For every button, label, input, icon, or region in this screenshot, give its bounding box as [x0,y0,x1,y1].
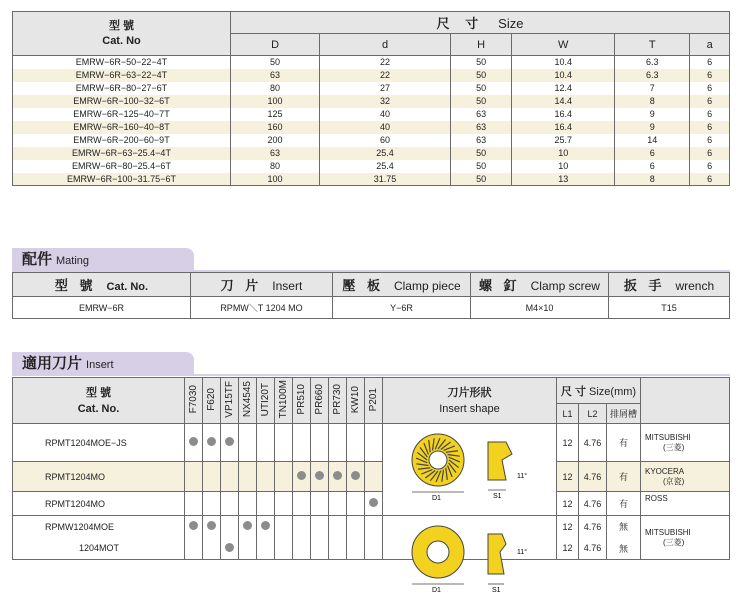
grade-cell [185,516,203,538]
grade-cell [293,538,311,560]
grade-header [293,378,311,424]
insert-chip: 無 [607,516,641,538]
holder-size-value: 200 [231,134,320,147]
angle-label-2: 11° [517,549,528,556]
grade-cell [221,492,239,516]
grade-cell [365,492,383,516]
size-col-t: T [615,34,690,56]
holder-size-value: 50 [450,82,511,95]
insert-cat-jp: 型 號 [85,386,112,399]
holder-size-value: 63 [450,108,511,121]
maker-name-local: (三菱) [663,537,685,547]
size-header [231,12,730,34]
grade-cell [221,424,239,462]
grade-cell [275,516,293,538]
maker-cell [641,424,730,462]
grade-label: UTI20T [260,382,271,417]
holder-size-value: 160 [231,121,320,134]
s1-label-2: S1 [492,587,501,594]
grade-label: PR660 [314,384,325,415]
grade-cell [293,492,311,516]
mating-cat-jp: 型 號 [54,278,97,293]
mating-clamp-jp: 壓 板 [342,278,384,293]
grade-cell [275,492,293,516]
grade-header [203,378,221,424]
maker-name-local [645,504,663,513]
grade-cell [293,462,311,492]
insert-l1: 12 [557,516,579,538]
size-col-w: W [512,34,615,56]
holder-size-value: 25.7 [512,134,615,147]
insert-l2: 4.76 [579,492,607,516]
holder-size-value: 9 [615,121,690,134]
insert-chipbreaker-icon [412,434,464,502]
insert-chip: 無 [607,538,641,560]
grade-header [221,378,239,424]
d1-label-2: D1 [432,587,441,594]
grade-header [365,378,383,424]
mating-insert-header [191,273,333,297]
grade-cell [365,462,383,492]
grade-dot-icon [225,437,234,446]
maker-name: MITSUBISHI [645,432,691,442]
grade-cell [257,538,275,560]
mating-screw-en: Clamp screw [530,279,600,293]
grade-cell [311,424,329,462]
maker-name: ROSS [645,493,668,503]
insert-cat-no: RPMT1204MOE−JS [13,424,185,462]
grade-cell [275,538,293,560]
holder-size-value: 63 [450,121,511,134]
grade-cell [185,424,203,462]
size-col-d: d [320,34,451,56]
holder-size-value: 22 [320,69,451,82]
grade-dot-icon [315,471,324,480]
holder-cat-no: EMRW−6R−63−22−4T [13,69,231,82]
holder-size-value: 6.3 [615,56,690,69]
holder-size-value: 50 [450,69,511,82]
insert-tab-jp: 適用刀片 [22,355,83,372]
insert-tab [12,352,194,376]
grade-cell [365,424,383,462]
grade-cell [311,538,329,560]
table-row [13,147,730,160]
cat-en: Cat. No [102,34,141,47]
insert-l1: 12 [557,462,579,492]
mating-cat-en: Cat. No. [106,281,149,293]
insert-flat-icon [412,526,464,594]
grade-dot-icon [261,521,270,530]
holder-cat-no: EMRW−6R−200−60−9T [13,134,231,147]
table-row [13,134,730,147]
mating-wrench-en: wrench [675,279,715,293]
insert-l1: 12 [557,492,579,516]
insert-cat-no: RPMT1204MO [13,462,185,492]
holder-size-value: 6 [690,108,730,121]
grade-cell [329,424,347,462]
insert-shape-en: Insert shape [439,402,500,415]
grade-cell [275,462,293,492]
grade-dot-icon [207,521,216,530]
size-en: Size [498,16,524,31]
grade-cell [257,492,275,516]
holder-size-value: 50 [231,56,320,69]
table-row [13,56,730,69]
table-row [13,69,730,82]
table-row [13,538,730,560]
holder-cat-no: EMRW−6R−63−25.4−4T [13,147,231,160]
maker-name-local: (京瓷) [663,476,685,486]
insert-cat-no: 1204MOT [13,538,185,560]
holder-size-value: 14.4 [512,95,615,108]
size-col-a: a [690,34,730,56]
insert-l2: 4.76 [579,462,607,492]
grade-cell [203,492,221,516]
grade-cell [239,492,257,516]
grade-cell [347,492,365,516]
holder-cat-no: EMRW−6R−100−31.75−6T [13,173,231,186]
grade-cell [311,492,329,516]
mating-cat-value: EMRW−6R [13,297,191,319]
grade-label: F620 [206,388,217,411]
holder-size-value: 9 [615,108,690,121]
grade-header [347,378,365,424]
maker-name: KYOCERA [645,466,685,476]
holder-size-value: 16.4 [512,108,615,121]
grade-cell [329,492,347,516]
insert-chip: 有 [607,424,641,462]
table-row [13,516,730,538]
l2-header: L2 [579,404,607,424]
insert-divider [12,374,730,376]
grade-cell [203,424,221,462]
grade-cell [185,538,203,560]
mating-cat-header [13,273,191,297]
insert-cat-en: Cat. No. [77,402,120,415]
mating-tab [12,248,194,272]
mating-insert-en: Insert [272,279,303,293]
size-col-d: D [231,34,320,56]
table-row [13,95,730,108]
insert-l1: 12 [557,538,579,560]
holder-size-value: 27 [320,82,451,95]
holder-size-value: 50 [450,160,511,173]
grade-dot-icon [297,471,306,480]
maker-name: MITSUBISHI [645,527,691,537]
insert-shape-jp: 刀片形狀 [447,386,492,399]
grade-cell [185,492,203,516]
holder-size-value: 6.3 [615,69,690,82]
holder-size-value: 100 [231,95,320,108]
holder-size-value: 6 [690,147,730,160]
grade-cell [203,462,221,492]
holder-size-table [12,11,730,186]
chip-header: 排屑槽 [607,404,641,424]
angle-label: 11° [517,473,528,480]
grade-cell [347,516,365,538]
grade-cell [329,462,347,492]
insert-cat-header [13,378,185,424]
holder-size-value: 6 [690,69,730,82]
grade-dot-icon [369,498,378,507]
holder-size-value: 25.4 [320,147,451,160]
holder-size-value: 6 [615,147,690,160]
holder-size-value: 8 [615,95,690,108]
holder-size-value: 10 [512,147,615,160]
insert-l2: 4.76 [579,424,607,462]
mating-wrench-value: T15 [609,297,730,319]
size-jp: 尺 寸 [436,16,485,31]
grade-cell [365,538,383,560]
l1-header: L1 [557,404,579,424]
insert-cat-no: RPMW1204MOE [13,516,185,538]
insert-size-header [557,378,641,404]
cat-jp: 型 號 [108,19,135,32]
holder-size-value: 6 [690,173,730,186]
d1-label: D1 [432,495,441,502]
mating-screw-value: M4×10 [471,297,609,319]
holder-size-value: 6 [690,82,730,95]
grade-dot-icon [189,521,198,530]
mating-tab-jp: 配件 [22,251,53,268]
table-row [13,462,730,492]
grade-cell [239,516,257,538]
table-row [13,121,730,134]
mating-wrench-header [609,273,730,297]
holder-size-value: 32 [320,95,451,108]
holder-size-value: 10.4 [512,56,615,69]
maker-cell [641,516,730,560]
holder-size-value: 125 [231,108,320,121]
grade-cell [311,516,329,538]
grade-cell [221,462,239,492]
size-col-h: H [450,34,511,56]
grade-cell [311,462,329,492]
holder-size-value: 6 [615,160,690,173]
mating-insert-jp: 刀 片 [220,278,263,293]
insert-cat-no: RPMT1204MO [13,492,185,516]
insert-drawing-bottom [402,522,532,596]
grade-header [185,378,203,424]
grade-label: KW10 [350,385,361,414]
holder-size-value: 25.4 [320,160,451,173]
grade-cell [221,538,239,560]
holder-size-value: 6 [690,95,730,108]
mating-clamp-header [333,273,471,297]
holder-size-value: 63 [231,147,320,160]
holder-size-value: 8 [615,173,690,186]
mating-clamp-value: Y−6R [333,297,471,319]
holder-cat-no: EMRW−6R−50−22−4T [13,56,231,69]
holder-cat-no: EMRW−6R−125−40−7T [13,108,231,121]
table-row [13,82,730,95]
grade-header [257,378,275,424]
grade-cell [257,424,275,462]
holder-size-value: 80 [231,160,320,173]
holder-cat-no: EMRW−6R−80−27−6T [13,82,231,95]
insert-size-jp: 尺 寸 [560,385,586,398]
grade-cell [329,538,347,560]
grade-label: F7030 [188,385,199,414]
grade-label: P201 [368,387,379,412]
table-row [13,173,730,186]
holder-size-value: 16.4 [512,121,615,134]
grade-cell [239,424,257,462]
mating-insert-value: RPMW＼T 1204 MO [191,297,333,319]
holder-size-value: 50 [450,56,511,69]
holder-size-value: 13 [512,173,615,186]
insert-size-en: Size(mm) [589,385,637,398]
grade-cell [203,538,221,560]
insert-drawing-top [402,430,532,502]
grade-header [275,378,293,424]
mating-wrench-jp: 扳 手 [623,278,666,293]
insert-chip: 有 [607,492,641,516]
insert-l2: 4.76 [579,516,607,538]
holder-size-value: 31.75 [320,173,451,186]
grade-dot-icon [333,471,342,480]
grade-header [329,378,347,424]
grade-dot-icon [225,543,234,552]
table-row [13,160,730,173]
grade-cell [293,424,311,462]
grade-label: NX4545 [242,381,253,418]
holder-size-value: 6 [690,121,730,134]
grade-cell [239,538,257,560]
insert-tab-en: Insert [86,359,114,371]
holder-size-value: 100 [231,173,320,186]
table-row [13,108,730,121]
grade-dot-icon [243,521,252,530]
mating-screw-jp: 螺 釘 [479,278,521,293]
holder-size-value: 10 [512,160,615,173]
grade-cell [203,516,221,538]
grade-cell [365,516,383,538]
insert-side-icon-2 [488,534,527,594]
grade-cell [329,516,347,538]
holder-size-value: 63 [231,69,320,82]
grade-cell [185,462,203,492]
grade-label: PR510 [296,384,307,415]
mating-screw-header [471,273,609,297]
grade-label: TN100M [278,380,289,419]
holder-size-value: 40 [320,108,451,121]
grade-cell [293,516,311,538]
insert-l2: 4.76 [579,538,607,560]
grade-cell [257,516,275,538]
holder-size-value: 50 [450,147,511,160]
table-row [13,424,730,462]
grade-cell [347,424,365,462]
grade-dot-icon [207,437,216,446]
grade-cell [257,462,275,492]
holder-size-value: 12.4 [512,82,615,95]
table-row [13,492,730,516]
holder-size-value: 7 [615,82,690,95]
grade-dot-icon [189,437,198,446]
s1-label: S1 [493,493,502,500]
grade-cell [239,462,257,492]
grade-cell [221,516,239,538]
holder-size-value: 60 [320,134,451,147]
holder-size-value: 6 [690,134,730,147]
holder-cat-no: EMRW−6R−80−25.4−6T [13,160,231,173]
insert-shape-header [383,378,557,424]
holder-size-value: 6 [690,160,730,173]
grade-cell [347,462,365,492]
mating-clamp-en: Clamp piece [393,279,461,293]
grade-dot-icon [351,471,360,480]
holder-size-value: 6 [690,56,730,69]
cat-no-header [13,12,231,56]
insert-side-icon [488,442,527,500]
holder-cat-no: EMRW−6R−100−32−6T [13,95,231,108]
grade-cell [275,424,293,462]
grade-header [311,378,329,424]
insert-table [12,377,730,560]
holder-size-value: 50 [450,173,511,186]
holder-size-value: 80 [231,82,320,95]
holder-cat-no: EMRW−6R−160−40−8T [13,121,231,134]
holder-size-value: 40 [320,121,451,134]
maker-header [641,378,730,424]
grade-cell [347,538,365,560]
insert-chip: 有 [607,462,641,492]
maker-cell [641,492,730,516]
maker-cell [641,462,730,492]
maker-name-local: (三菱) [663,442,685,452]
grade-header [239,378,257,424]
holder-size-value: 22 [320,56,451,69]
holder-size-value: 14 [615,134,690,147]
holder-size-value: 50 [450,95,511,108]
mating-table [12,272,730,319]
holder-size-value: 63 [450,134,511,147]
grade-label: PR730 [332,384,343,415]
mating-tab-en: Mating [56,255,90,267]
grade-label: VP15TF [224,381,235,418]
holder-size-value: 10.4 [512,69,615,82]
insert-l1: 12 [557,424,579,462]
